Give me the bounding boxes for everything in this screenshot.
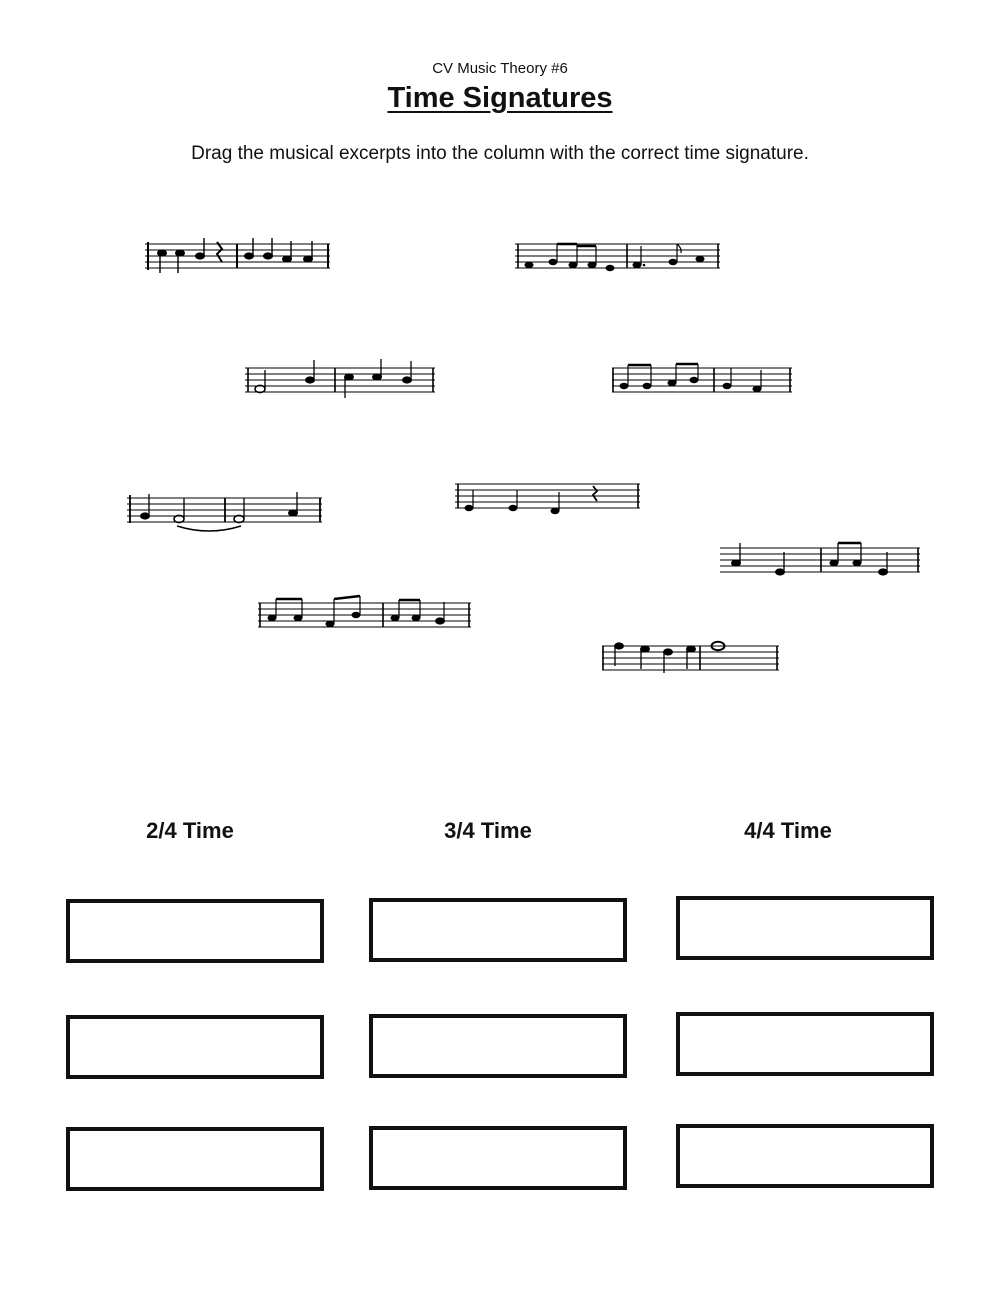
drop-zone-4-4-1[interactable] (676, 896, 934, 960)
column-heading-3-4: 3/4 Time (444, 818, 532, 843)
instructions-text: Drag the musical excerpts into the column with the correct time signature. (191, 143, 809, 164)
music-notation-image (258, 595, 476, 635)
column-heading-4-4: 4/4 Time (744, 818, 832, 843)
music-notation-image (127, 490, 327, 535)
music-excerpt-2[interactable] (515, 236, 725, 276)
drop-zone-3-4-3[interactable] (369, 1126, 627, 1190)
music-excerpt-7[interactable] (720, 540, 925, 582)
drop-zone-2-4-1[interactable] (66, 899, 324, 963)
drop-zone-2-4-2[interactable] (66, 1015, 324, 1079)
page-title: Time Signatures (387, 82, 613, 114)
music-notation-image (145, 236, 335, 276)
drop-zone-3-4-1[interactable] (369, 898, 627, 962)
music-notation-image (515, 236, 725, 276)
music-excerpt-6[interactable] (455, 480, 645, 520)
music-excerpt-5[interactable] (127, 490, 327, 535)
music-excerpt-4[interactable] (612, 360, 797, 400)
music-excerpt-8[interactable] (258, 595, 476, 635)
music-notation-image (720, 540, 925, 582)
drop-zone-3-4-2[interactable] (369, 1014, 627, 1078)
music-excerpt-3[interactable] (245, 358, 440, 403)
music-notation-image (455, 480, 645, 520)
music-excerpt-9[interactable] (602, 638, 784, 680)
worksheet-subtitle: CV Music Theory #6 (432, 60, 568, 77)
drop-zone-4-4-2[interactable] (676, 1012, 934, 1076)
music-excerpt-1[interactable] (145, 236, 335, 276)
drop-zone-4-4-3[interactable] (676, 1124, 934, 1188)
music-notation-image (612, 360, 797, 400)
music-notation-image (245, 358, 440, 403)
column-heading-2-4: 2/4 Time (146, 818, 234, 843)
music-notation-image (602, 638, 784, 680)
drop-zone-2-4-3[interactable] (66, 1127, 324, 1191)
